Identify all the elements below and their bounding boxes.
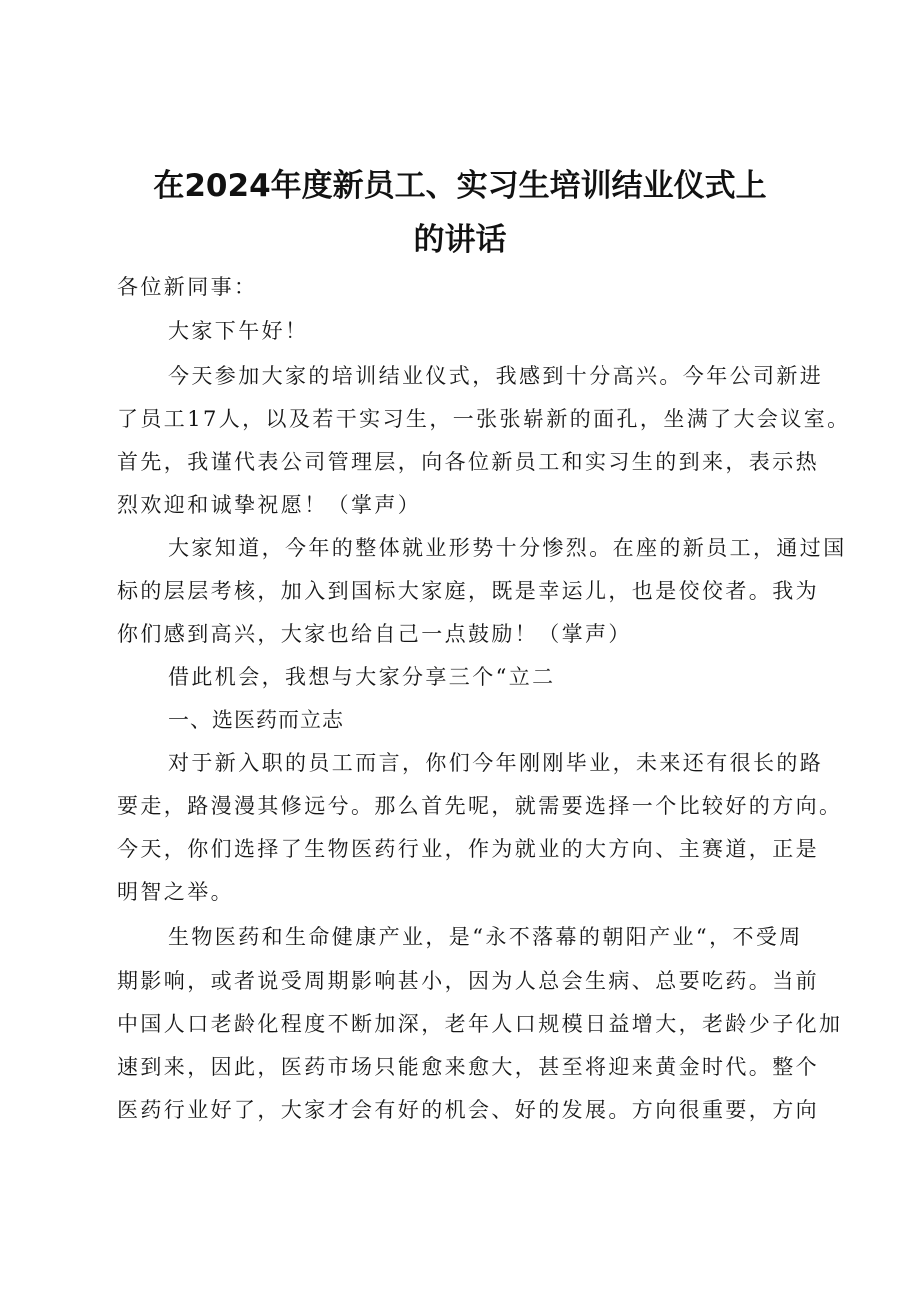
paragraph-line: 借此机会，我想与大家分享三个“立二 (168, 665, 556, 689)
paragraph-line: 今天，你们选择了生物医药行业，作为就业的大方向、主赛道，正是 (117, 837, 819, 861)
paragraph-line: 首先，我谨代表公司管理层，向各位新员工和实习生的到来，表示热 (117, 450, 819, 474)
paragraph-line: 今天参加大家的培训结业仪式，我感到十分高兴。今年公司新进 (168, 364, 824, 388)
paragraph-line: 生物医药和生命健康产业，是“永不落幕的朝阳产业“，不受周 (168, 925, 803, 949)
paragraph-line: 标的层层考核，加入到国标大家庭，既是幸运儿，也是佼佼者。我为 (117, 579, 819, 603)
paragraph-line: 了员工17人，以及若干实习生，一张张崭新的面孔，坐满了大会议室。 (117, 407, 851, 431)
paragraph-line: 大家知道，今年的整体就业形势十分惨烈。在座的新员工，通过国 (168, 536, 847, 560)
paragraph-line: 你们感到高兴，大家也给自己一点鼓励！（掌声） (117, 622, 632, 646)
paragraph-line: 明智之举。 (117, 880, 234, 904)
paragraph-line: 速到来，因此，医药市场只能愈来愈大，甚至将迎来黄金时代。整个 (117, 1055, 819, 1079)
paragraph-line: 医药行业好了，大家才会有好的机会、好的发展。方向很重要，方向 (117, 1098, 819, 1122)
paragraph-line: 烈欢迎和诚挚祝愿！（掌声） (117, 493, 422, 517)
paragraph-line: 要走，路漫漫其修远兮。那么首先呢，就需要选择一个比较好的方向。 (117, 794, 843, 818)
document-title-line-1: 在2024年度新员工、实习生培训结业仪式上 (153, 168, 767, 204)
paragraph-line: 对于新入职的员工而言，你们今年刚刚毕业，未来还有很长的路 (168, 751, 824, 775)
section-heading: 一、选医药而立志 (168, 708, 344, 732)
paragraph-line: 中国人口老龄化程度不断加深，老年人口规模日益增大，老龄少子化加 (117, 1012, 843, 1036)
greeting: 大家下午好！ (168, 319, 309, 343)
document-title-line-2: 的讲话 (413, 222, 507, 258)
paragraph-line: 期影响，或者说受周期影响甚小，因为人总会生病、总要吃药。当前 (117, 969, 819, 993)
salutation: 各位新同事： (117, 275, 258, 299)
